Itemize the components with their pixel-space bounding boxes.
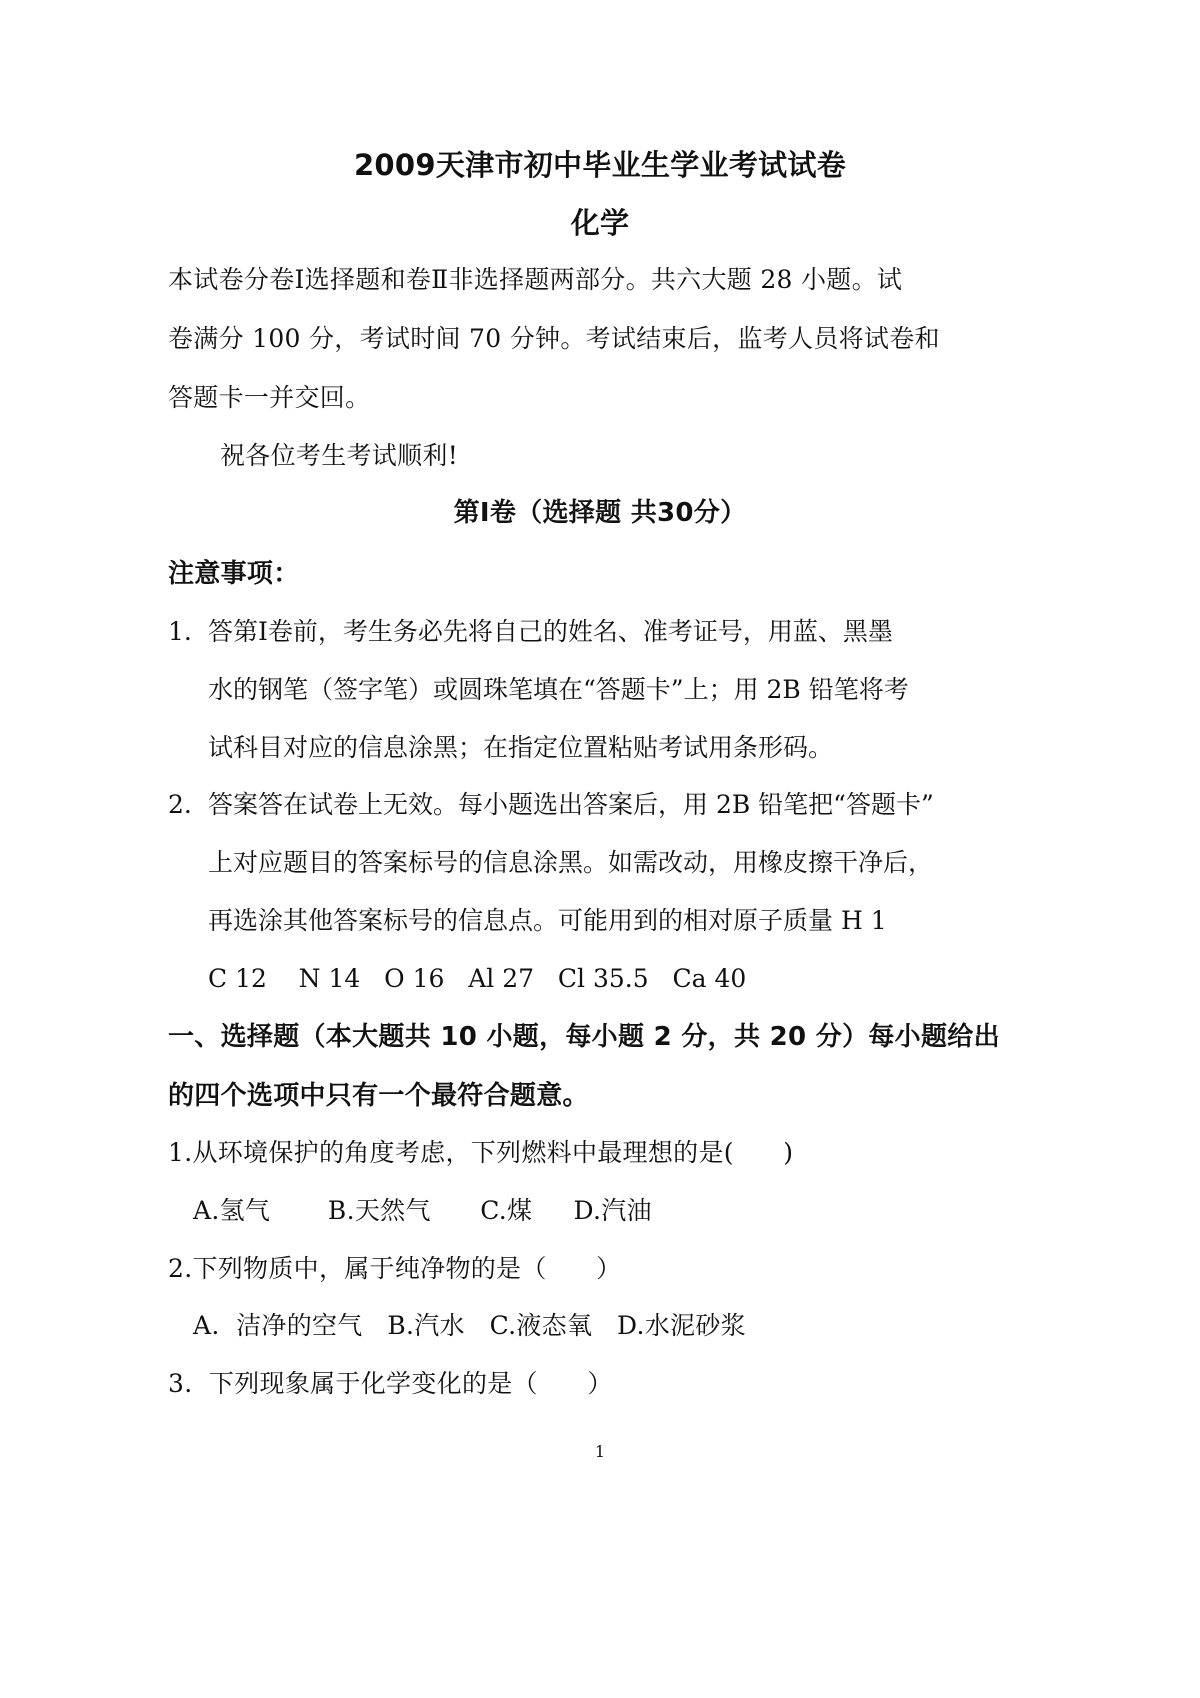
section1-line: 一、选择题（本大题共 10 小题，每小题 2 分，共 20 分）每小题给出: [168, 1022, 1000, 1052]
exam-subject: 化学: [570, 206, 630, 240]
intro-line: 答题卡一并交回。: [168, 383, 371, 412]
question-options: A.氢气 B.天然气 C.煤 D.汽油: [193, 1196, 652, 1225]
notice-line: 答第Ⅰ卷前，考生务必先将自己的姓名、准考证号，用蓝、黑墨: [208, 617, 893, 646]
wish-text: 祝各位考生考试顺利!: [220, 441, 459, 470]
question-stem: 1.从环境保护的角度考虑，下列燃料中最理想的是( ): [168, 1138, 794, 1167]
notice-line: 试科目对应的信息涂黑；在指定位置粘贴考试用条形码。: [208, 733, 834, 762]
notice-heading: 注意事项：: [168, 559, 300, 589]
page-number: 1: [594, 1442, 606, 1461]
notice-line: 水的钢笔（签字笔）或圆珠笔填在“答题卡”上；用 2B 铅笔将考: [208, 675, 909, 704]
question-stem: 3. 下列现象属于化学变化的是（ ）: [168, 1369, 613, 1398]
notice-line: C 12 N 14 O 16 Al 27 Cl 35.5 Ca 40: [208, 964, 747, 993]
notice-line: 再选涂其他答案标号的信息点。可能用到的相对原子质量 H 1: [208, 906, 887, 935]
intro-line: 本试卷分卷Ⅰ选择题和卷Ⅱ非选择题两部分。共六大题 28 小题。试: [168, 265, 903, 294]
notice-line: 答案答在试卷上无效。每小题选出答案后，用 2B 铅笔把“答题卡”: [208, 790, 934, 819]
intro-line: 卷满分 100 分，考试时间 70 分钟。考试结束后，监考人员将试卷和: [168, 324, 940, 353]
notice-number: 2.: [168, 790, 192, 819]
exam-title: 2009天津市初中毕业生学业考试试卷: [353, 148, 847, 182]
notice-line: 上对应题目的答案标号的信息涂黑。如需改动，用橡皮擦干净后，: [208, 848, 934, 877]
section1-line: 的四个选项中只有一个最符合题意。: [168, 1081, 589, 1111]
part1-heading: 第Ⅰ卷（选择题 共30分）: [453, 498, 747, 528]
notice-number: 1.: [168, 617, 192, 646]
question-stem: 2.下列物质中，属于纯净物的是（ ）: [168, 1254, 622, 1283]
question-options: A. 洁净的空气 B.汽水 C.液态氧 D.水泥砂浆: [193, 1311, 746, 1340]
